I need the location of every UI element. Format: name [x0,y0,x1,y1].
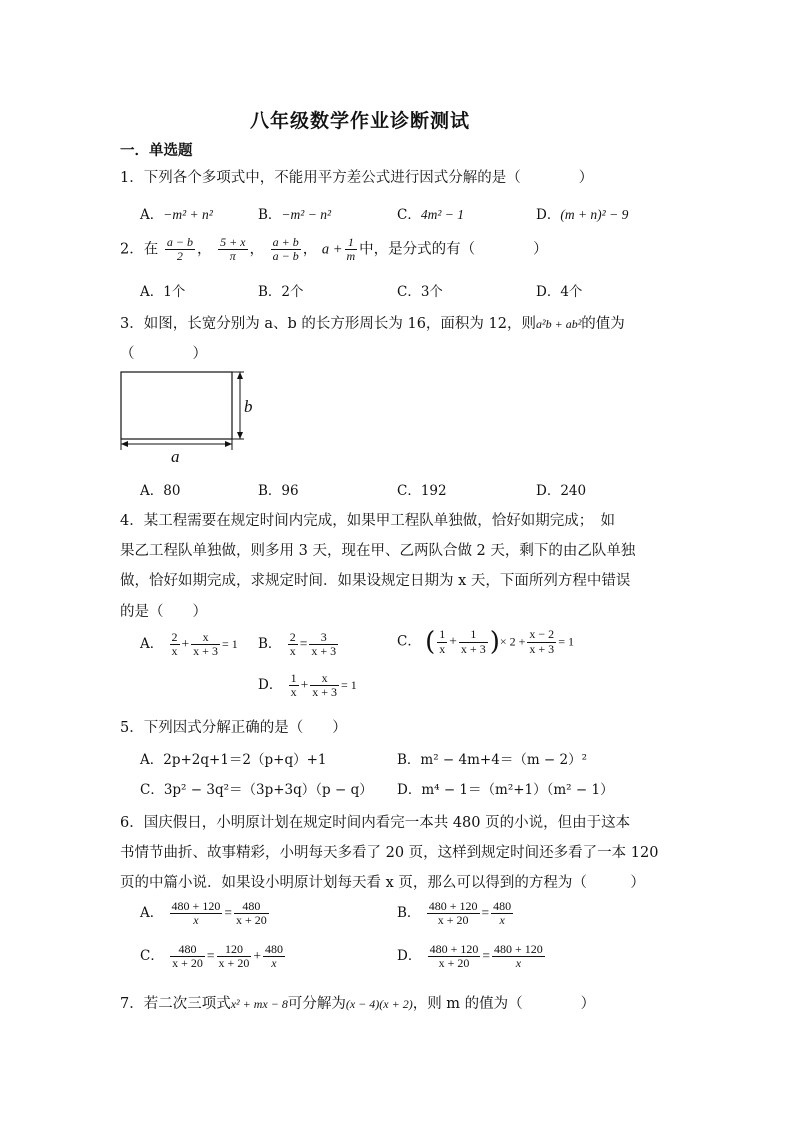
question-3-answer-paren: （ ） [120,346,207,362]
section-heading: 一．单选题 [120,142,193,159]
question-3-option-a[interactable]: A．80 [140,483,181,499]
question-1-option-a[interactable]: A．−m² + n² [140,207,213,223]
page-title: 八年级数学作业诊断测试 [250,110,471,132]
question-5-option-d[interactable]: D．m⁴ − 1＝（m²+1）（m² − 1） [397,782,614,798]
label-b: b [244,397,253,416]
fraction-4: $\frac{1}{m}$ [346,235,356,264]
fraction-3: $\frac{a + b}{a - b}$ [272,235,299,264]
rectangle-figure [118,366,258,464]
question-4-line-1: 4．某工程需要在规定时间内完成，如果甲工程队单独做，恰好如期完成； 如 [120,513,615,529]
question-4-option-b[interactable]: B． $\frac{2}{x}$ = $\frac{3}{x + 3}$ [258,630,337,659]
question-3-option-c[interactable]: C．192 [397,483,447,499]
question-5-option-a[interactable]: A．2p+2q+1＝2（p+q）+1 [140,752,327,768]
question-6-option-d[interactable]: D． $\frac{480 + 120}{x + 20}$ = $\frac{480 + 120}{x}$ [397,942,543,971]
question-4-option-c[interactable]: C． ( $\frac{1}{x}$ + $\frac{1}{x + 3}$ )× 2 + $\frac{x - 2}{x + 3}$ = 1 [397,627,574,657]
question-6-option-a[interactable]: A． $\frac{480 + 120}{x}$ = $\frac{480}{x + 20}$ [140,899,267,928]
question-4-option-a[interactable]: A． $\frac{2}{x}$ + $\frac{x}{x + 3}$ = 1 [140,630,238,659]
question-2-option-c[interactable]: C．3个 [397,284,443,300]
fraction-2: $\frac{5 + x}{\pi}$ [220,235,246,264]
fraction-1: $\frac{a - b}{2}$ [166,235,193,264]
question-1-option-b[interactable]: B．−m² − n² [258,207,331,223]
question-1-option-d[interactable]: D．(m + n)² − 9 [536,207,629,223]
question-4-option-d[interactable]: D． $\frac{1}{x}$ + $\frac{x}{x + 3}$ = 1 [258,671,357,700]
question-2-option-b[interactable]: B．2个 [258,284,304,300]
question-2-option-a[interactable]: A．1个 [140,284,186,300]
question-4-line-4: 的是（ ） [120,604,207,620]
question-7-stem: 7．若二次三项式x² + mx − 8可分解为(x − 4)(x + 2)，则 m 的值为（ ） [120,996,596,1012]
question-1-stem: 1．下列各个多项式中，不能用平方差公式进行因式分解的是（ ） [120,170,594,186]
question-3-option-d[interactable]: D．240 [536,483,587,499]
question-2-option-d[interactable]: D．4个 [536,284,583,300]
question-5-option-c[interactable]: C．3p² − 3q²＝（3p+3q）（p − q） [140,782,373,798]
question-6-option-c[interactable]: C． $\frac{480}{x + 20}$ = $\frac{120}{x + 20}$ + $\frac{480}{x}$ [140,942,283,971]
question-3-stem: 3．如图，长宽分别为 a、b 的长方形周长为 16，面积为 12，则a²b + ab²的值为 [120,316,625,332]
rectangle-shape [121,372,232,439]
question-5-stem: 5．下列因式分解正确的是（ ） [120,720,347,736]
question-5-option-b[interactable]: B．m² − 4m+4＝（m − 2）² [397,752,588,768]
question-4-line-3: 做，恰好如期完成，求规定时间．如果设规定日期为 x 天，下面所列方程中错误 [120,573,631,589]
question-3-option-b[interactable]: B．96 [258,483,299,499]
label-a: a [171,447,180,464]
question-6-line-3: 页的中篇小说．如果设小明原计划每天看 x 页，那么可以得到的方程为（ ） [120,875,645,891]
question-2-stem: 2．在 $\frac{a - b}{2}$ ， $\frac{5 + x}{\pi}$ ， $\frac{a + b}{a - b}$ ， a + $\frac{1}{m}$ 中，是分式的有（ ） [120,235,548,264]
question-1-option-c[interactable]: C．4m² − 1 [397,207,465,223]
question-4-line-2: 果乙工程队单独做，则多用 3 天，现在甲、乙两队合做 2 天，剩下的由乙队单独 [120,543,636,559]
question-6-option-b[interactable]: B． $\frac{480 + 120}{x + 20}$ = $\frac{480}{x}$ [397,899,512,928]
question-6-line-2: 书情节曲折、故事精彩，小明每天多看了 20 页，这样到规定时间还多看了一本 120 [120,845,659,861]
question-6-line-1: 6．国庆假日，小明原计划在规定时间内看完一本共 480 页的小说，但由于这本 [120,815,631,831]
